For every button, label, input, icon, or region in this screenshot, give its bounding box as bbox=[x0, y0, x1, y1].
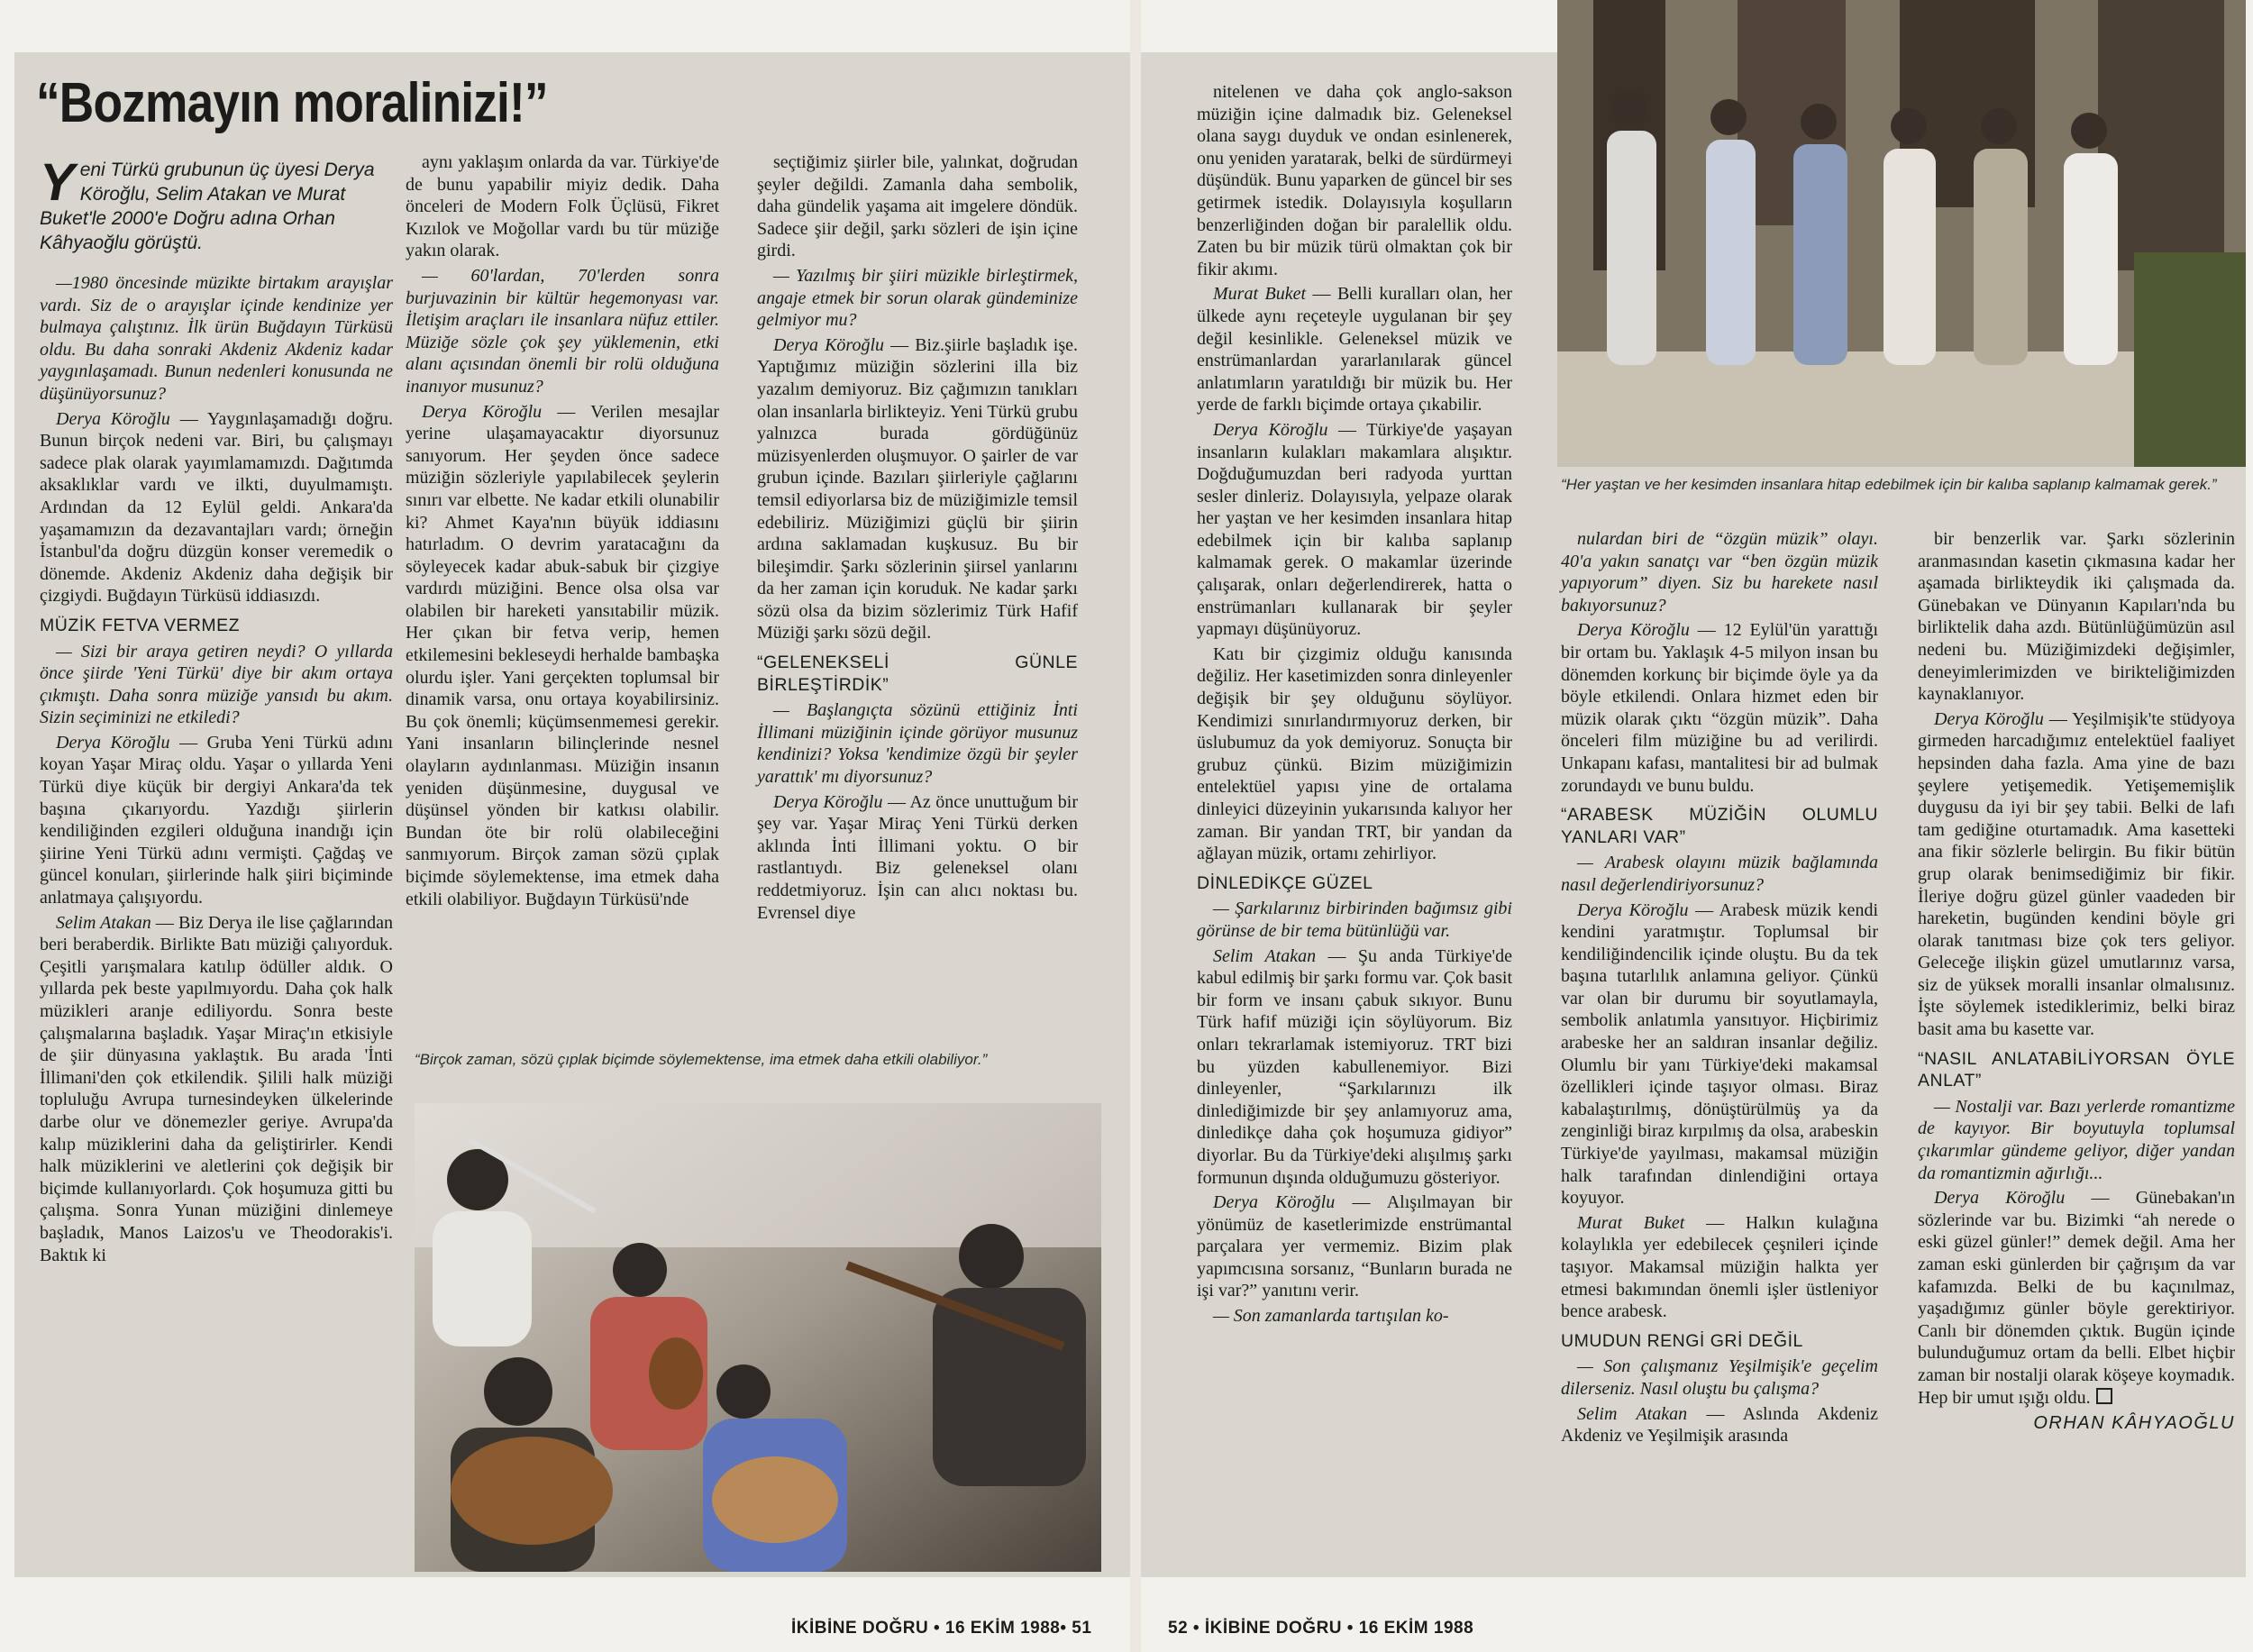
intro-text: eni Türkü grubunun üç üyesi Derya Köroğlu, Selim Atakan ve Murat Buket'le 2000'e Doğru adına Orhan Kâhyaoğlu görüştü. bbox=[40, 160, 375, 253]
interview-answer bbox=[757, 334, 1078, 644]
interview-question: — 60'lardan, 70'lerden sonra burjuvazinin bir kültür hegemonyası var. İletişim araçları ile insanlara nüfuz ettiler. Müziğe sözle çok şey yüklemenin, etki alanı açısından önemli bir rolü olduğuna inanıyor musunuz? bbox=[406, 265, 719, 397]
interview-answer bbox=[1918, 1187, 2235, 1409]
speaker-name: Derya Köroğlu bbox=[1577, 620, 1690, 641]
speaker-name: Murat Buket bbox=[1213, 284, 1307, 305]
speaker-name: Selim Atakan bbox=[1213, 945, 1317, 966]
interview-answer bbox=[1197, 283, 1512, 416]
interview-answer bbox=[1197, 945, 1512, 1190]
interview-answer bbox=[406, 401, 719, 911]
interview-answer bbox=[1561, 899, 1878, 1209]
interview-answer bbox=[406, 151, 719, 262]
speaker-name: Derya Köroğlu bbox=[773, 791, 883, 812]
answer-text: nitelenen ve daha çok anglo-sakson müziğin içine dalmadık biz. Geleneksel olana saygı duyduk ve ondan esinlenerek, onu yeniden yaratarak, belki de sürdürmeyi düşündük. Bunu yaparken de güncel bir ses getirmek istedik. Dolayısıyla koşulların benzerliğinden doğan bir paralellik oldu. Zaten bu bir müzik türü olmaktan çok bir fikir akımı. bbox=[1197, 82, 1512, 279]
interview-answer bbox=[1197, 1191, 1512, 1302]
interview-answer bbox=[1197, 81, 1512, 280]
answer-text: — Yeşilmişik'te stüdyoya girmeden harcadığımız entelektüel faaliyet hepsinden daha fazla. Ama yine de bazı şeylere yetişemedik. Yetişememişlik duygusu da iyi bir şey tabii. Belki de lafı tam gediğine oturtamadık. Ama kasetteki ana fikir sözlerle belirgin. Bu fikir bütün grup olarak benimsediğimiz bir fikir. İleriye doğru güzel günler vaadeden bir hareketin, bugünden kendini böyle gri olarak tanıtması bize çok ters geliyor. Geleceğe ilişkin güzel umutlarınız varsa, siz de yüksek moralli insanlar olmalısınız. İşte söylemek istediklerimiz, belki biraz basit ama bu kasette var. bbox=[1918, 708, 2235, 1040]
band-photo-icon bbox=[415, 1103, 1101, 1572]
answer-text: — Türkiye'de yaşayan insanların kulakları makamlara alışıktır. Doğduğumuzdan beri radyoda yurttan sesler dinleriz. Dolayısıyla, yelpaze olarak her yaştan ve her kesimden insanlara hitap edebilmek için bir kalıba saplanıp kalmamak gerek. O makamlar üzerinde çalışarak, onları değerlendirerek, hatta o enstrümanları kullanarak bir şeyler yapmayı düşünüyoruz. bbox=[1197, 419, 1513, 640]
answer-text: — Biz.şiirle başladık işe. Yaptığımız müziğin sözlerini illa biz yazalım demiyoruz. Biz çağımızın tanıkları olan insanlarla birlikteyiz. Yeni Türkü grubu yalnızca burada gördüğünüz müzisyenlerden oluşmuyor. O şairler de var grubun içinde. Bazıları şiirleriyle çağlarını temsil ediyorlarsa biz de müziğimizle temsil edebiliriz. Müziğimizi güçlü bir şiirin ardına saklamadan kuşkusuz. Bu bir bileşimdir. Şarkı sözlerinin şiirsel yanlarını da her zaman için koruduk. Ne kadar şarkı sözü olsa da bizim sözlerimiz Türk Hafif Müziği şarkı sözü değil. bbox=[757, 334, 1078, 643]
column-1 bbox=[40, 272, 393, 1570]
speaker-name: Derya Köroğlu bbox=[1213, 1192, 1336, 1213]
column-2 bbox=[406, 151, 719, 1056]
speaker-name: Selim Atakan bbox=[56, 912, 151, 933]
group-photo-caption: “Her yaştan ve her kesimden insanlara hitap edebilmek için bir kalıba saplanıp kalmamak gerek.” bbox=[1561, 476, 2217, 493]
interview-answer bbox=[40, 732, 393, 909]
interview-question: — Başlangıçta sözünü ettiğiniz İnti İllimani müziğinin içinde görüyor musunuz kendinizi? Yoksa 'kendimize özgü bir şeyler yarattık' mı diyorsunuz? bbox=[757, 700, 1078, 788]
section-heading: UMUDUN RENGİ GRİ DEĞİL bbox=[1561, 1330, 1803, 1351]
interview-answer bbox=[1561, 1212, 1878, 1323]
section-heading: “NASIL ANLATABİLİYORSAN ÖYLE ANLAT” bbox=[1918, 1048, 2235, 1091]
answer-text: — Belli kuralları olan, her ülkede aynı reçeteyle uygulanan bir şey değil kesinlikle. Geleneksel müzik ve enstrümanlardan yararlanılarak güncel anlatımların yaratıldığı bir müzik bu. Her yerde de farklı biçimde ortaya çıkabilir. bbox=[1197, 284, 1512, 415]
interview-answer bbox=[1918, 528, 2235, 706]
speaker-name: Derya Köroğlu bbox=[56, 408, 170, 429]
section-heading: MÜZİK FETVA VERMEZ bbox=[40, 615, 241, 635]
answer-text: — Halkın kulağına kolaylıkla yer edebilecek çeşnileri içinde taşıyor. Makamsal müziğin halkta yer etmesi bakımından önemli işler üstleniyor bence arabesk. bbox=[1561, 1212, 1878, 1322]
answer-text: — Biz Derya ile lise çağlarından beri beraberdik. Birlikte Batı müziği çalıyorduk. Çeşitli yarışmalara katılıp ödüller aldık. O yıllarda pek beste yapılmıyordu. Daha çok halk müzikleri aranje ediliyordu. Sonra beste çalışmalarına başladık. Yaşar Miraç'ın etkisiyle de şiir dünyasına yaklaştık. Bu arada 'İnti İllimani'den çok etkilendik. Şilili halk müziği topluluğu Avrupa turnesindeyken ülkelerinde darbe olur ve dönemezler geriye. Avrupa'da kalıp müziklerini daha da geliştirirler. Kendi halk müziklerini ve aletlerini çok değişik bir biçimde kullanıyorlardı. Çok hoşumuza gitti bu çalışma. Sonra Yunan müziğini dinlemeye başladık, Manos Laizos'u ve Theodorakis'i. Baktık ki bbox=[40, 912, 393, 1265]
interview-answer bbox=[1197, 643, 1512, 865]
column-4 bbox=[1197, 81, 1512, 1577]
article-intro bbox=[40, 153, 391, 255]
interview-answer bbox=[40, 912, 393, 1267]
end-of-article-icon bbox=[2096, 1388, 2112, 1404]
interview-answer bbox=[1561, 1403, 1878, 1447]
intro-dropcap: Y bbox=[40, 153, 75, 212]
section-heading: DİNLEDİKÇE GÜZEL bbox=[1197, 872, 1373, 893]
group-photo-icon bbox=[1557, 0, 2246, 467]
spread-gutter bbox=[1130, 0, 1141, 1652]
interview-question: —1980 öncesinde müzikte birtakım arayışlar vardı. Siz de o arayışlar içinde kendinize yer bulmaya çalıştınız. İlk ürün Buğdayın Türküsü oldu. Bu daha sonraki Akdeniz Akdeniz kadar yaygınlaşamadı. Bunun nedenleri konusunda ne düşünüyorsunuz? bbox=[40, 273, 393, 404]
answer-text: — Az önce unuttuğum bir şey var. Yaşar Miraç Yeni Türkü derken aklında İnti İllimani yoktu. O bir rastlantıydı. Biz geleneksel olanı reddetmiyoruz. İşin can alıcı noktası bu. Evrensel diye bbox=[757, 791, 1079, 923]
answer-text: bir benzerlik var. Şarkı sözlerinin aranmasından kasetin çıkmasına kadar her aşamada birlikteydik iki çalışmada da. Günebakan ve Dünyanın Kapıları'nda bu birliktelik daha azdı. Bütünlüğümüzün asıl nedeni bu. Müziğimizdeki değişimler, deneyimlerimizden ve birikteliğimizden kaynaklanıyor. bbox=[1918, 529, 2235, 705]
band-photo-caption: “Birçok zaman, sözü çıplak biçimde söylemektense, ima etmek daha etkili olabiliyor.” bbox=[415, 1051, 988, 1068]
interview-answer bbox=[40, 408, 393, 607]
interview-question: — Şarkılarınız birbirinden bağımsız gibi görünse de bir tema bütünlüğü var. bbox=[1197, 899, 1512, 941]
column-3 bbox=[757, 151, 1078, 1056]
interview-question: — Son çalışmanız Yeşilmişik'e geçelim dilerseniz. Nasıl oluştu bu çalışma? bbox=[1561, 1356, 1878, 1399]
answer-text: — Verilen mesajlar yerine ulaşamayacaktır diyorsunuz sanıyorum. Her şeyden önce sadece müziğin sözleriyle yapılabilecek şeylerin sınırı var elbette. Ne kadar etkili olunabilir ki? Ahmet Kaya'nın büyük iddiasını hatırladım. O devrim yaratacağını da söyleyecek kadar abuk-sabuk bir çizgiye vardırdı müziğini. Bence olsa olsa var olabilen bir hareketi yansıtabilir müzik. Her çıkan bir fetva verip, hemen etkilemesini bekleseydi herhalde bambaşka olurdu işler. Yani gerçekten toplumsal bir dinamik varsa, onu ortaya koyabilirsiniz. Bu çok önemli; küçümsenmemesi gerekir. Yani insanların bilinçlerinde nesnel olayların aydınlanması. Müziğin insanın yeniden düşünmesine, duygusal ve düşünsel yönden bir katkısı olabilir. Bundan öte bir rolü olabileceğini sanmıyorum. Birçok zaman sözü çıplak biçimde söylemektense, ima etmek daha etkili olabiliyor. Buğdayın Türküsü'nde bbox=[406, 401, 719, 909]
interview-answer bbox=[757, 151, 1078, 262]
article-title: “Bozmayın moralinizi!” bbox=[36, 72, 548, 134]
answer-text: — Aslında Akdeniz Akdeniz ve Yeşilmişik arasında bbox=[1561, 1403, 1878, 1447]
signature-text: ORHAN KÂHYAOĞLU bbox=[2033, 1413, 2235, 1434]
band-photo bbox=[415, 1103, 1101, 1572]
answer-text: Katı bir çizgimiz olduğu kanısında değiliz. Her kasetimizden sonra dinleyenler değişik bir şey olduğunu söylüyor. Kendimizi sınırlandırmıyoruz derken, bir üslubumuz da yok demiyoruz. Sonuçta bir grubuz çünkü. Bizim müziğimizin entelektüel yapısı yine de ortalama dinleyici düzeyinin yukarısında kalıyor her zaman. Bir yandan TRT, bir yandan da ağlayan müzik, ortamı zehirliyor. bbox=[1197, 643, 1512, 864]
speaker-name: Derya Köroğlu bbox=[773, 334, 885, 355]
answer-text: — Yaygınlaşamadığı doğru. Bunun birçok nedeni var. Biri, bu çalışmayı sadece plak olarak yayımlamamızdı. Dağıtımda aksaklıklar vardı ve ilkti, duyulmamıştı. Ardından da 12 Eylül geldi. Ankara'da yaşamamızın da dezavantajları vardı; örneğin İstanbul'da doğru düzgün konser veremedik o dönemde. Akdeniz Akdeniz daha değişik bir çizgiydi. Buğdayın Türküsü iddiasızdı. bbox=[40, 408, 393, 607]
answer-text: — Alışılmayan bir yönümüz de kasetlerimizde enstrümantal parçalara yer vermemiz. Bizim plak yapımcısına sorsanız, “Bunların burada ne işi var?” yanıtını verir. bbox=[1197, 1192, 1512, 1301]
column-5 bbox=[1561, 528, 1878, 1577]
answer-text: seçtiğimiz şiirler bile, yalınkat, doğrudan şeyler değildi. Zamanla daha sembolik, daha gündelik yaşama ait imgelere döndük. Sadece şiir değil, şarkı sözleri de işin içine girdi. bbox=[757, 152, 1078, 261]
speaker-name: Derya Köroğlu bbox=[56, 732, 170, 753]
footer-right: 52 • İKİBİNE DOĞRU • 16 EKİM 1988 bbox=[1168, 1619, 1474, 1638]
speaker-name: Derya Köroğlu bbox=[422, 401, 543, 422]
speaker-name: Murat Buket bbox=[1577, 1212, 1685, 1233]
author-signature bbox=[1918, 1412, 2235, 1435]
answer-text: — Arabesk müzik kendi kendini yaratmıştır. Toplumsal bir kendiliğindencilik içinde oluştu. Bu da tek başına tutarlılık anlamına geliyor. Çünkü var olan bir durumu bir soyutlamayla, sembolik anlatımla yansıtıyor. Hiçbirimiz arabeske her an saldıran insanlar değiliz. Olumlu bir yanı Türkiye'deki makamsal özellikleri içinde taşıyor olması. Biraz kabalaştırılmış, dönüştürülmüş ya da zenginliği biraz kırpılmış da olsa, arabeskin Türkiye'de yayılması, makamsal müziğin halk tarafından dinlendiğini ortaya koyuyor. bbox=[1561, 899, 1878, 1209]
speaker-name: Derya Köroğlu bbox=[1934, 1188, 2066, 1209]
interview-answer bbox=[1918, 708, 2235, 1041]
speaker-name: Selim Atakan bbox=[1577, 1403, 1688, 1424]
speaker-name: Derya Köroğlu bbox=[1213, 419, 1328, 440]
interview-question: — Yazılmış bir şiiri müzikle birleştirmek, angaje etmek bir sorun olarak gündeminize gelmiyor mu? bbox=[757, 265, 1078, 331]
speaker-name: Derya Köroğlu bbox=[1934, 708, 2044, 729]
answer-text: — Şu anda Türkiye'de kabul edilmiş bir şarkı formu var. Çok basit bir form ve insanı çabuk sıkıyor. Bunu Türk hafif müziği için söylüyorum. Biz onları tekrarlamak istemiyoruz. TRT bizi bu yüzden kabullenemiyor. Bizi dinleyenler, “Şarkılarınızı ilk dinlediğimizde bir şey anlamıyoruz ama, dinledikçe daha çok hoşumuza gidiyor” diyorlar. Bu da Türkiye'deki alışılmış şarkı formunun dışında olduğumuzu gösteriyor. bbox=[1197, 945, 1512, 1188]
interview-answer bbox=[1561, 619, 1878, 797]
group-photo bbox=[1557, 0, 2246, 467]
section-heading: “GELENEKSELİ GÜNLE BİRLEŞTİRDİK” bbox=[757, 653, 1078, 695]
answer-text: — Günebakan'ın sözlerinde var bu. Bizimki “ah nerede o eski güzel günler!” demek değil. Ama her zaman eski günlerden bir çağrışım da var kafamızda. Belki de bu kaçınılmaz, yaşadığımız günler böyle gerektiriyor. Canlı bir dönemden çıktık. Bugün içinde bulunduğumuz ortam da belli. Elbet hiçbir zaman bir nostalji olarak köşeye koymadık. Hep bir umut ışığı oldu. bbox=[1918, 1188, 2235, 1408]
footer-left: İKİBİNE DOĞRU • 16 EKİM 1988• 51 bbox=[791, 1619, 1092, 1638]
interview-answer bbox=[1197, 419, 1512, 641]
column-6 bbox=[1918, 528, 2235, 1577]
speaker-name: Derya Köroğlu bbox=[1577, 899, 1689, 920]
interview-question: nulardan biri de “özgün müzik” olayı. 40'a yakın sanatçı var “ben özgün müzik yapıyorum” diyen. Siz bu harekete nasıl bakıyorsunuz? bbox=[1561, 529, 1878, 616]
interview-question: — Son zamanlarda tartışılan ko- bbox=[1213, 1306, 1449, 1327]
answer-text: aynı yaklaşım onlarda da var. Türkiye'de de bunu yapabilir miyiz dedik. Daha önceleri de Modern Folk Üçlüsü, Fikret Kızılok ve Moğollar vardı bu tür müziğe yakın olarak. bbox=[406, 152, 719, 261]
interview-question: — Sizi bir araya getiren neydi? O yıllarda önce şiirde 'Yeni Türkü' diye bir akım ortaya çıkmıştı. Daha sonra müziğe yansıdı bu akım. Sizin seçiminizi ne etkiledi? bbox=[40, 641, 393, 728]
answer-text: — 12 Eylül'ün yarattığı bir ortam bu. Yaklaşık 4-5 milyon insan bu dönemden korkunç bir biçimde öyle ya da böyle etkilendi. Onlara hizmet eden bir müzik olarak çıktı “özgün müzik”. Daha önceleri film müziğine bu ad verilirdi. Unkapanı kafası, mantalitesi bir ad bulmak zorundaydı ve bunu buldu. bbox=[1561, 620, 1879, 796]
interview-question: — Arabesk olayını müzik bağlamında nasıl değerlendiriyorsunuz? bbox=[1561, 853, 1878, 895]
answer-text: — Gruba Yeni Türkü adını koyan Yaşar Miraç oldu. Yaşar o yıllarda Yeni Türkü diye küçük bir dergiyi Ankara'da tek başına çıkarıyordu. Yazdığı şiirlerin kendiliğinden ezgileri olduğuna inandığı için şiirine Yeni Türkü adını vermişti. Çağdaş ve güncel konuları, şiirlerinde halk şiiri biçiminde anlatmaya çalışıyordu. bbox=[40, 732, 393, 908]
interview-question: — Nostalji var. Bazı yerlerde romantizme de kayıyor. Bir boyutuyla toplumsal çıkarımlar gündeme geliyor, diğer yandan da romantizmin ağırlığı... bbox=[1918, 1096, 2235, 1183]
interview-answer bbox=[757, 791, 1078, 925]
section-heading: “ARABESK MÜZİĞİN OLUMLU YANLARI VAR” bbox=[1561, 805, 1878, 847]
